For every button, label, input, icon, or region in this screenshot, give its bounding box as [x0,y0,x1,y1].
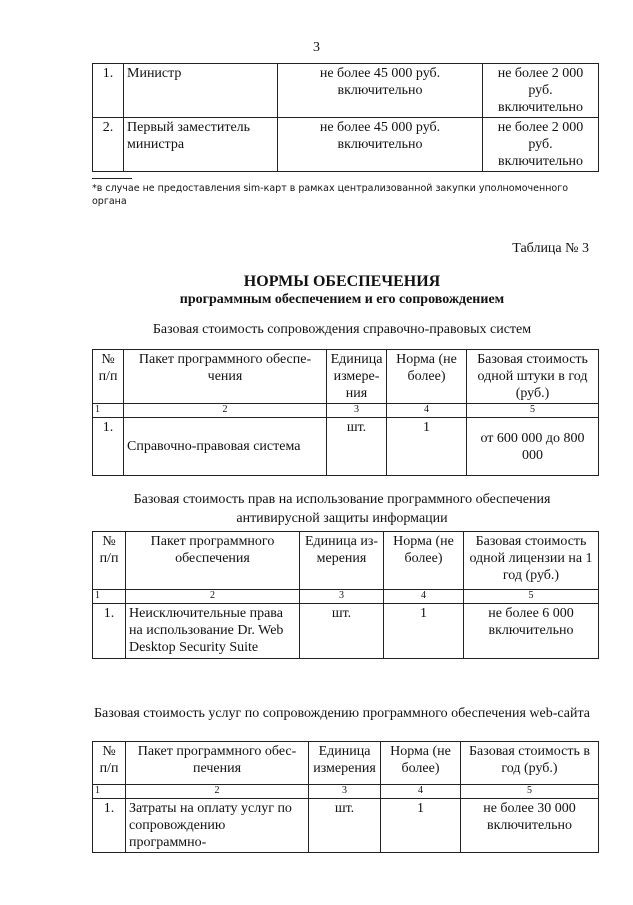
limit-b: не более 2 000 руб. включительно [483,64,599,118]
footnote: *в случае не предоставления sim-карт в рамках централизованной закупки уполномоченного органа [92,183,569,207]
base-cost: от 600 000 до 800 000 [467,418,599,476]
column-index: 2 [124,404,327,418]
section-caption: Базовая стоимость услуг по сопровождению программного обеспечения web-сайта [94,706,590,721]
package-name: Затраты на оплату услуг по сопровождению программно- [126,799,309,853]
section-caption: Базовая стоимость сопровождения справочно-правовых систем [152,322,532,337]
norm: 1 [384,604,464,659]
position-name: Министр [124,64,278,118]
column-index: 1 [93,785,126,799]
row-number: 1. [93,64,124,118]
table-row [93,118,599,172]
column-index: 5 [464,590,599,604]
section-caption: Базовая стоимость прав на использование программного обеспечения антивирусной защиты информации [133,492,551,526]
row-number: 1. [93,604,126,659]
table-row [93,418,599,476]
column-header: Норма (не более) [387,350,467,404]
column-index: 3 [309,785,381,799]
column-index: 3 [327,404,387,418]
column-header: Базовая стоимость одной штуки в год (руб.) [467,350,599,404]
column-index-row [93,785,599,799]
column-header: Пакет программного обеспе-чения [124,350,327,404]
row-number: 2. [93,118,124,172]
table-header-row [93,350,599,404]
table-row [93,799,599,853]
column-header: Базовая стоимость одной лицензии на 1 год (руб.) [464,532,599,590]
table-row [93,64,599,118]
column-header: Норма (не более) [384,532,464,590]
package-name: Неисключительные права на использование Dr. Web Desktop Security Suite [126,604,300,659]
antivirus-table [92,531,599,659]
row-number: 1. [93,418,124,476]
unit: шт. [300,604,384,659]
column-index: 2 [126,590,300,604]
table-header-row [93,742,599,785]
legal-systems-table [92,349,599,476]
column-header: Единица измерения [309,742,381,785]
page-title: НОРМЫ ОБЕСПЕЧЕНИЯ [243,273,441,290]
norm: 1 [381,799,461,853]
limit-a: не более 45 000 руб. включительно [278,64,483,118]
column-header: Единица из-мерения [300,532,384,590]
column-header: Норма (не более) [381,742,461,785]
page-number: 3 [313,40,320,55]
website-support-table [92,741,599,853]
column-index: 3 [300,590,384,604]
column-index: 4 [384,590,464,604]
footnote-divider [92,178,132,179]
column-index: 4 [387,404,467,418]
column-header: Единица измере-ния [327,350,387,404]
column-index: 1 [93,590,126,604]
row-number: 1. [93,799,126,853]
position-name: Первый заместитель министра [124,118,278,172]
column-index-row [93,404,599,418]
table-label: Таблица № 3 [512,241,589,256]
column-index: 5 [461,785,599,799]
column-index-row [93,590,599,604]
column-header: № п/п [93,532,126,590]
column-header: Базовая стоимость в год (руб.) [461,742,599,785]
page-subtitle: программным обеспечением и его сопровождением [179,292,505,307]
unit: шт. [327,418,387,476]
table-header-row [93,532,599,590]
column-index: 2 [126,785,309,799]
column-header: № п/п [93,350,124,404]
limit-b: не более 2 000 руб. включительно [483,118,599,172]
limit-a: не более 45 000 руб. включительно [278,118,483,172]
column-header: Пакет программного обеспечения [126,532,300,590]
column-header: № п/п [93,742,126,785]
column-header: Пакет программного обес-печения [126,742,309,785]
column-index: 5 [467,404,599,418]
package-name: Справочно-правовая система [124,418,327,476]
base-cost: не более 30 000 включительно [461,799,599,853]
table-row [93,604,599,659]
unit: шт. [309,799,381,853]
norm: 1 [387,418,467,476]
base-cost: не более 6 000 включительно [464,604,599,659]
column-index: 1 [93,404,124,418]
positions-table [92,63,599,172]
column-index: 4 [381,785,461,799]
